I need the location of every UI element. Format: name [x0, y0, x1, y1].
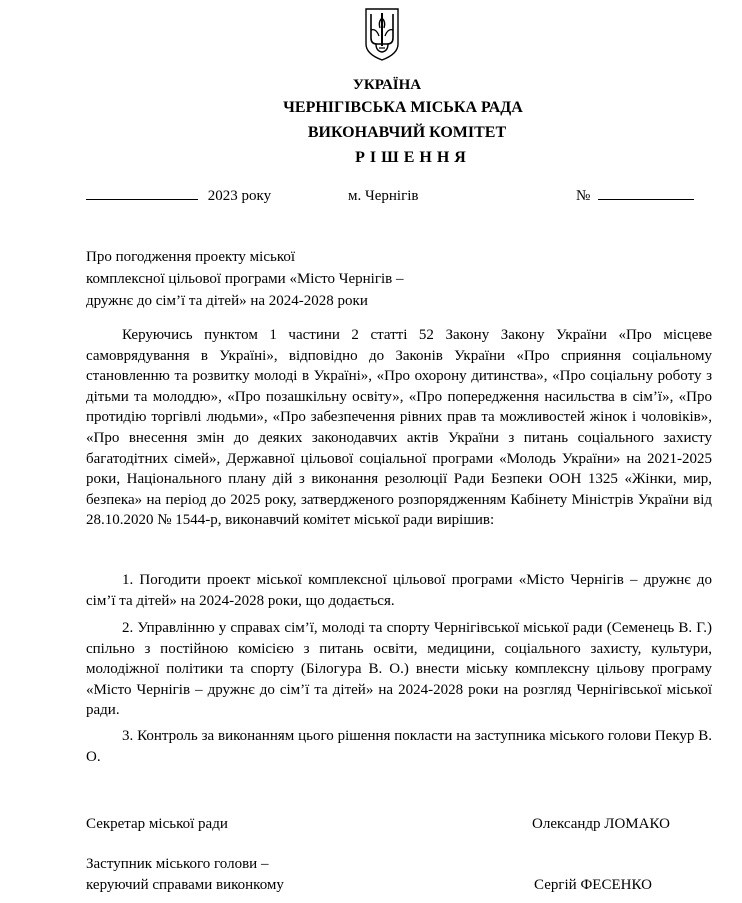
subject-line: комплексної цільової програми «Місто Чернігів – — [86, 271, 404, 287]
document-subject — [86, 246, 506, 312]
signatory-1-title: Секретар міської ради — [86, 816, 228, 832]
subject-line: Про погодження проекту міської — [86, 249, 296, 265]
date-suffix: 2023 року — [207, 188, 272, 204]
committee-heading: ВИКОНАВЧИЙ КОМІТЕТ — [307, 124, 507, 141]
doc-type-heading: РІШЕННЯ — [355, 149, 471, 166]
item-1-block — [86, 570, 712, 611]
preamble-paragraph: Керуючись пунктом 1 частини 2 статті 52 Закону Закону України «Про місцеве самоврядування в Україні», відповідно до Законів України «Про сприяння соціальному становленню та розвитку молоді в Україні», «Про охорону дитинства», «Про соціальну роботу з дітьми та молоддю», «Про позашкільну освіту», «Про попередження насильства в сім’ї», «Про протидію торгівлі людьми», «Про забезпечення рівних прав та можливостей жінок і чоловіків», «Про внесення змін до деяких законодавчих актів України з питань соціального захисту багатодітних сімей», Державної цільової соціальної програми «Молодь України» на 2021-2025 роки, Національного плану дій з виконання резолюції Ради Безпеки ООН 1325 «Жінки, мир, безпека» на період до 2025 року, затвердженого розпорядженням Кабінету Міністрів України від 28.10.2020 № 1544-р, виконавчий комітет міської ради вирішив: — [86, 327, 712, 529]
signatory-2-name: Сергій ФЕСЕНКО — [534, 877, 652, 893]
ukraine-trident-icon — [362, 6, 402, 62]
signatory-1-name: Олександр ЛОМАКО — [532, 816, 670, 832]
number-blank-line — [598, 198, 694, 200]
decision-item-1: 1. Погодити проект міської комплексної цільової програми «Місто Чернігів – дружнє до сім’ї та дітей» на 2024-2028 роки, що додається. — [86, 572, 712, 609]
council-heading: ЧЕРНІГІВСЬКА МІСЬКА РАДА — [283, 99, 523, 116]
place: м. Чернігів — [348, 188, 419, 204]
date-blank-line — [86, 198, 198, 200]
date-field — [86, 188, 271, 205]
subject-line: дружнє до сім’ї та дітей» на 2024-2028 роки — [86, 293, 368, 309]
item-3-block — [86, 726, 712, 767]
number-label: № — [576, 188, 591, 204]
decision-item-2: 2. Управлінню у справах сім’ї, молоді та спорту Чернігівської міської ради (Семенець В. Г.) спільно з постійною комісією з питань освіти, медицини, соціального захисту, культури, молодіжної політики та спорту (Білогура В. О.) внести міську комплексну цільову програму «Місто Чернігів – дружнє до сім’ї та дітей» на 2024-2028 роки на розгляд Чернігівської міської ради. — [86, 620, 712, 719]
country-heading: УКРАЇНА — [352, 77, 422, 93]
preamble-block — [86, 325, 712, 531]
decision-item-3: 3. Контроль за виконанням цього рішення покласти на заступника міського голови Пекур В. О. — [86, 728, 712, 765]
signatory-2-title-line1: Заступник міського голови – — [86, 856, 269, 872]
number-field — [576, 188, 694, 205]
item-2-block — [86, 618, 712, 721]
signatory-2-title-line2: керуючий справами виконкому — [86, 877, 284, 893]
